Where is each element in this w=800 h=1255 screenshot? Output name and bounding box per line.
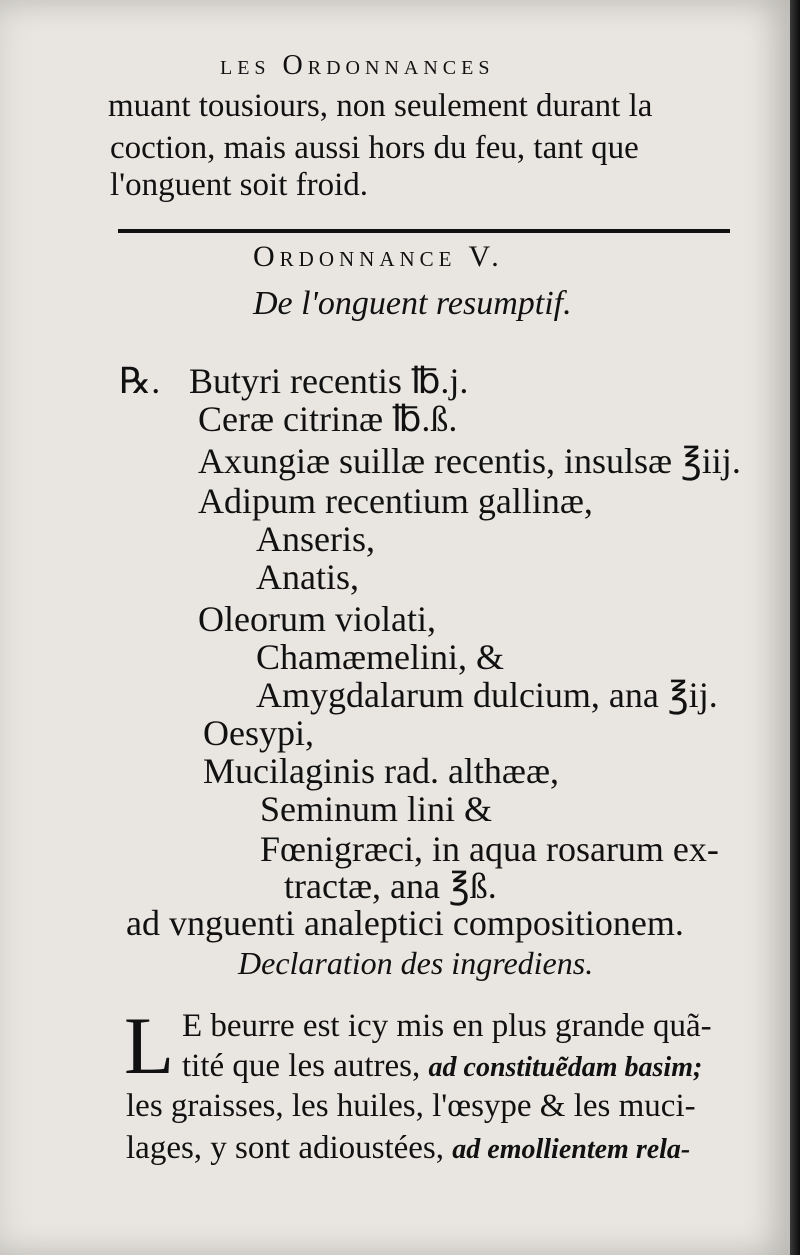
recipe-symbol: ℞. [119,361,161,401]
recipe-line: ad vnguenti analeptici compositionem. [126,903,684,943]
ordinance-title: Ordonnance V. [253,240,504,273]
recipe-line: Anatis, [256,557,359,597]
recipe-line: Ceræ citrinæ ℔.ß. [198,399,458,439]
recipe-line: Seminum lini & [260,789,493,829]
text-line [182,1048,702,1085]
text-line: coction, mais aussi hors du feu, tant que [110,130,639,166]
recipe-line: Amygdalarum dulcium, ana ℥ij. [256,675,718,715]
recipe-line: Axungiæ suillæ recentis, insulsæ ℥iij. [198,441,741,481]
declaration-heading: Declaration des ingrediens. [238,945,594,981]
recipe-line: Chamæmelini, & [256,637,504,677]
running-head: les Ordonnances [220,50,495,81]
text-line: E beurre est icy mis en plus grande quã- [182,1008,712,1044]
section-rule [118,229,730,233]
recipe-line: tractæ, ana ℥ß. [284,866,497,906]
recipe-line: Fœnigræci, in aqua rosarum ex- [260,829,719,869]
recipe-line: Mucilaginis rad. althææ, [203,751,559,791]
italic-phrase: ad constituẽdam basim; [428,1052,703,1083]
recipe-line: Butyri recentis ℔.j. [189,361,469,401]
italic-phrase: ad emollientem rela- [452,1134,691,1165]
drop-cap: L [124,1000,175,1091]
page-edge-shadow [790,0,800,1255]
recipe-line: Anseris, [256,519,375,559]
text-line: muant tousiours, non seulement durant la [108,88,653,124]
recipe-line: Oleorum violati, [198,599,436,639]
text-line: l'onguent soit froid. [110,167,369,203]
ordinance-subtitle: De l'onguent resumptif. [253,285,572,322]
text-segment: tité que les autres, [182,1048,421,1084]
text-line [126,1130,690,1167]
text-line: les graisses, les huiles, l'œsype & les muci- [126,1088,696,1124]
recipe-line: Adipum recentium gallinæ, [198,481,593,521]
recipe-line: Oesypi, [203,713,314,753]
text-segment: lages, y sont adioustées, [126,1130,445,1166]
